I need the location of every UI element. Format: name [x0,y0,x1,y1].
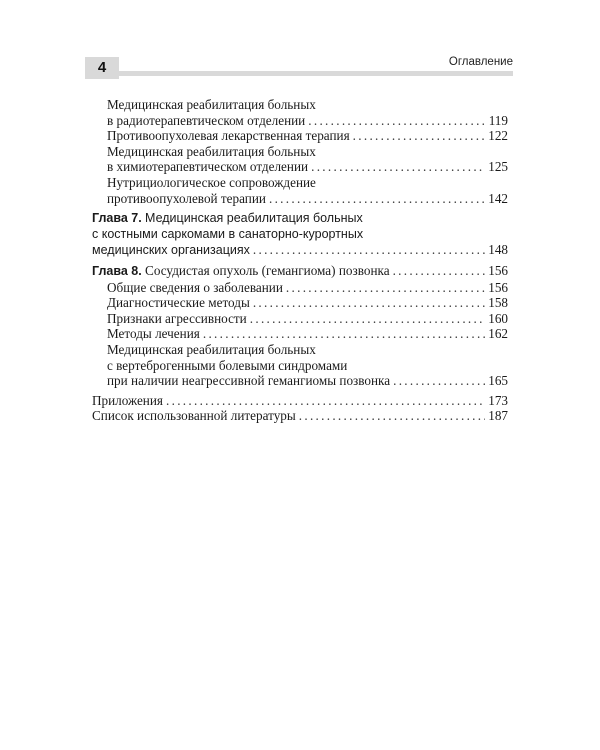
leader-dots [353,128,486,144]
toc-entry-text: Диагностические методы [107,295,250,311]
toc-entry[interactable] [92,280,508,296]
toc-entry[interactable] [92,128,508,144]
toc-entry-text: Признаки агрессивности [107,310,247,326]
table-of-contents [92,97,508,424]
toc-entry-line: Медицинская реабилитация больных [107,97,316,112]
toc-entry-text: Общие сведения о заболевании [107,279,283,295]
toc-entry-text: в радиотерапевтическом отделении [107,112,306,128]
toc-page-number: 165 [488,373,508,389]
toc-entry-text: Противоопухолевая лекарственная терапия [107,128,350,144]
toc-entry[interactable] [92,175,508,206]
running-header [85,57,513,79]
toc-page-number: 122 [488,128,508,144]
leader-dots [269,191,485,207]
toc-entry[interactable] [92,393,508,409]
leader-dots [250,311,485,327]
toc-entry-line: Медицинская реабилитация больных [107,341,316,357]
leader-dots [393,263,486,279]
toc-entry-text: в химиотерапевтическом отделении [107,159,309,175]
leader-dots [253,295,485,311]
toc-entry-text: Список использованной литературы [92,408,296,424]
toc-entry-line: с костными саркомами в санаторно-курортных [92,226,364,241]
toc-entry[interactable] [92,342,508,389]
leader-dots [393,373,485,389]
header-rule [119,71,513,76]
toc-entry-text: Приложения [92,392,163,408]
toc-entry-text: Сосудистая опухоль (гемангиома) позвонка [145,262,390,278]
toc-page-number: 142 [488,190,508,206]
toc-entry-line: с вертеброгенными болевыми синдромами [107,357,348,373]
toc-page-number: 119 [488,112,508,128]
toc-page-number: 148 [488,242,508,258]
chapter-label: Глава 8. [92,263,142,278]
toc-page-number: 162 [488,326,508,342]
leader-dots [166,393,485,409]
leader-dots [299,408,485,424]
toc-page-number: 156 [488,279,508,295]
toc-entry-line: Медицинская реабилитация больных [107,143,316,159]
leader-dots [286,280,485,296]
toc-entry-text: Методы лечения [107,326,200,342]
toc-entry[interactable] [92,144,508,175]
toc-entry[interactable] [92,97,508,128]
toc-entry-line: Нутрициологическое сопровождение [107,174,316,190]
toc-page-number: 158 [488,295,508,311]
leader-dots [311,159,485,175]
toc-entry[interactable] [92,295,508,311]
toc-page-number: 156 [488,262,508,278]
page-number: 4 [85,57,119,79]
toc-entry[interactable] [92,408,508,424]
leader-dots [308,113,485,129]
toc-entry[interactable] [92,311,508,327]
toc-entry-text: противоопухолевой терапии [107,190,266,206]
leader-dots [203,326,485,342]
toc-chapter-entry[interactable] [92,263,508,280]
toc-entry[interactable] [92,326,508,342]
toc-page-number: 125 [488,159,508,175]
toc-page-number: 160 [488,310,508,326]
toc-chapter-entry[interactable] [92,210,508,259]
toc-entry-text: при наличии неагрессивной гемангиомы позвонка [107,373,391,389]
toc-entry-line: Медицинская реабилитация больных [145,211,363,226]
leader-dots [253,242,485,258]
header-title: Оглавление [448,56,513,68]
toc-page-number: 173 [488,392,508,408]
toc-entry-text: медицинских организациях [92,243,250,258]
toc-page-number: 187 [488,408,508,424]
chapter-label: Глава 7. [92,211,142,226]
